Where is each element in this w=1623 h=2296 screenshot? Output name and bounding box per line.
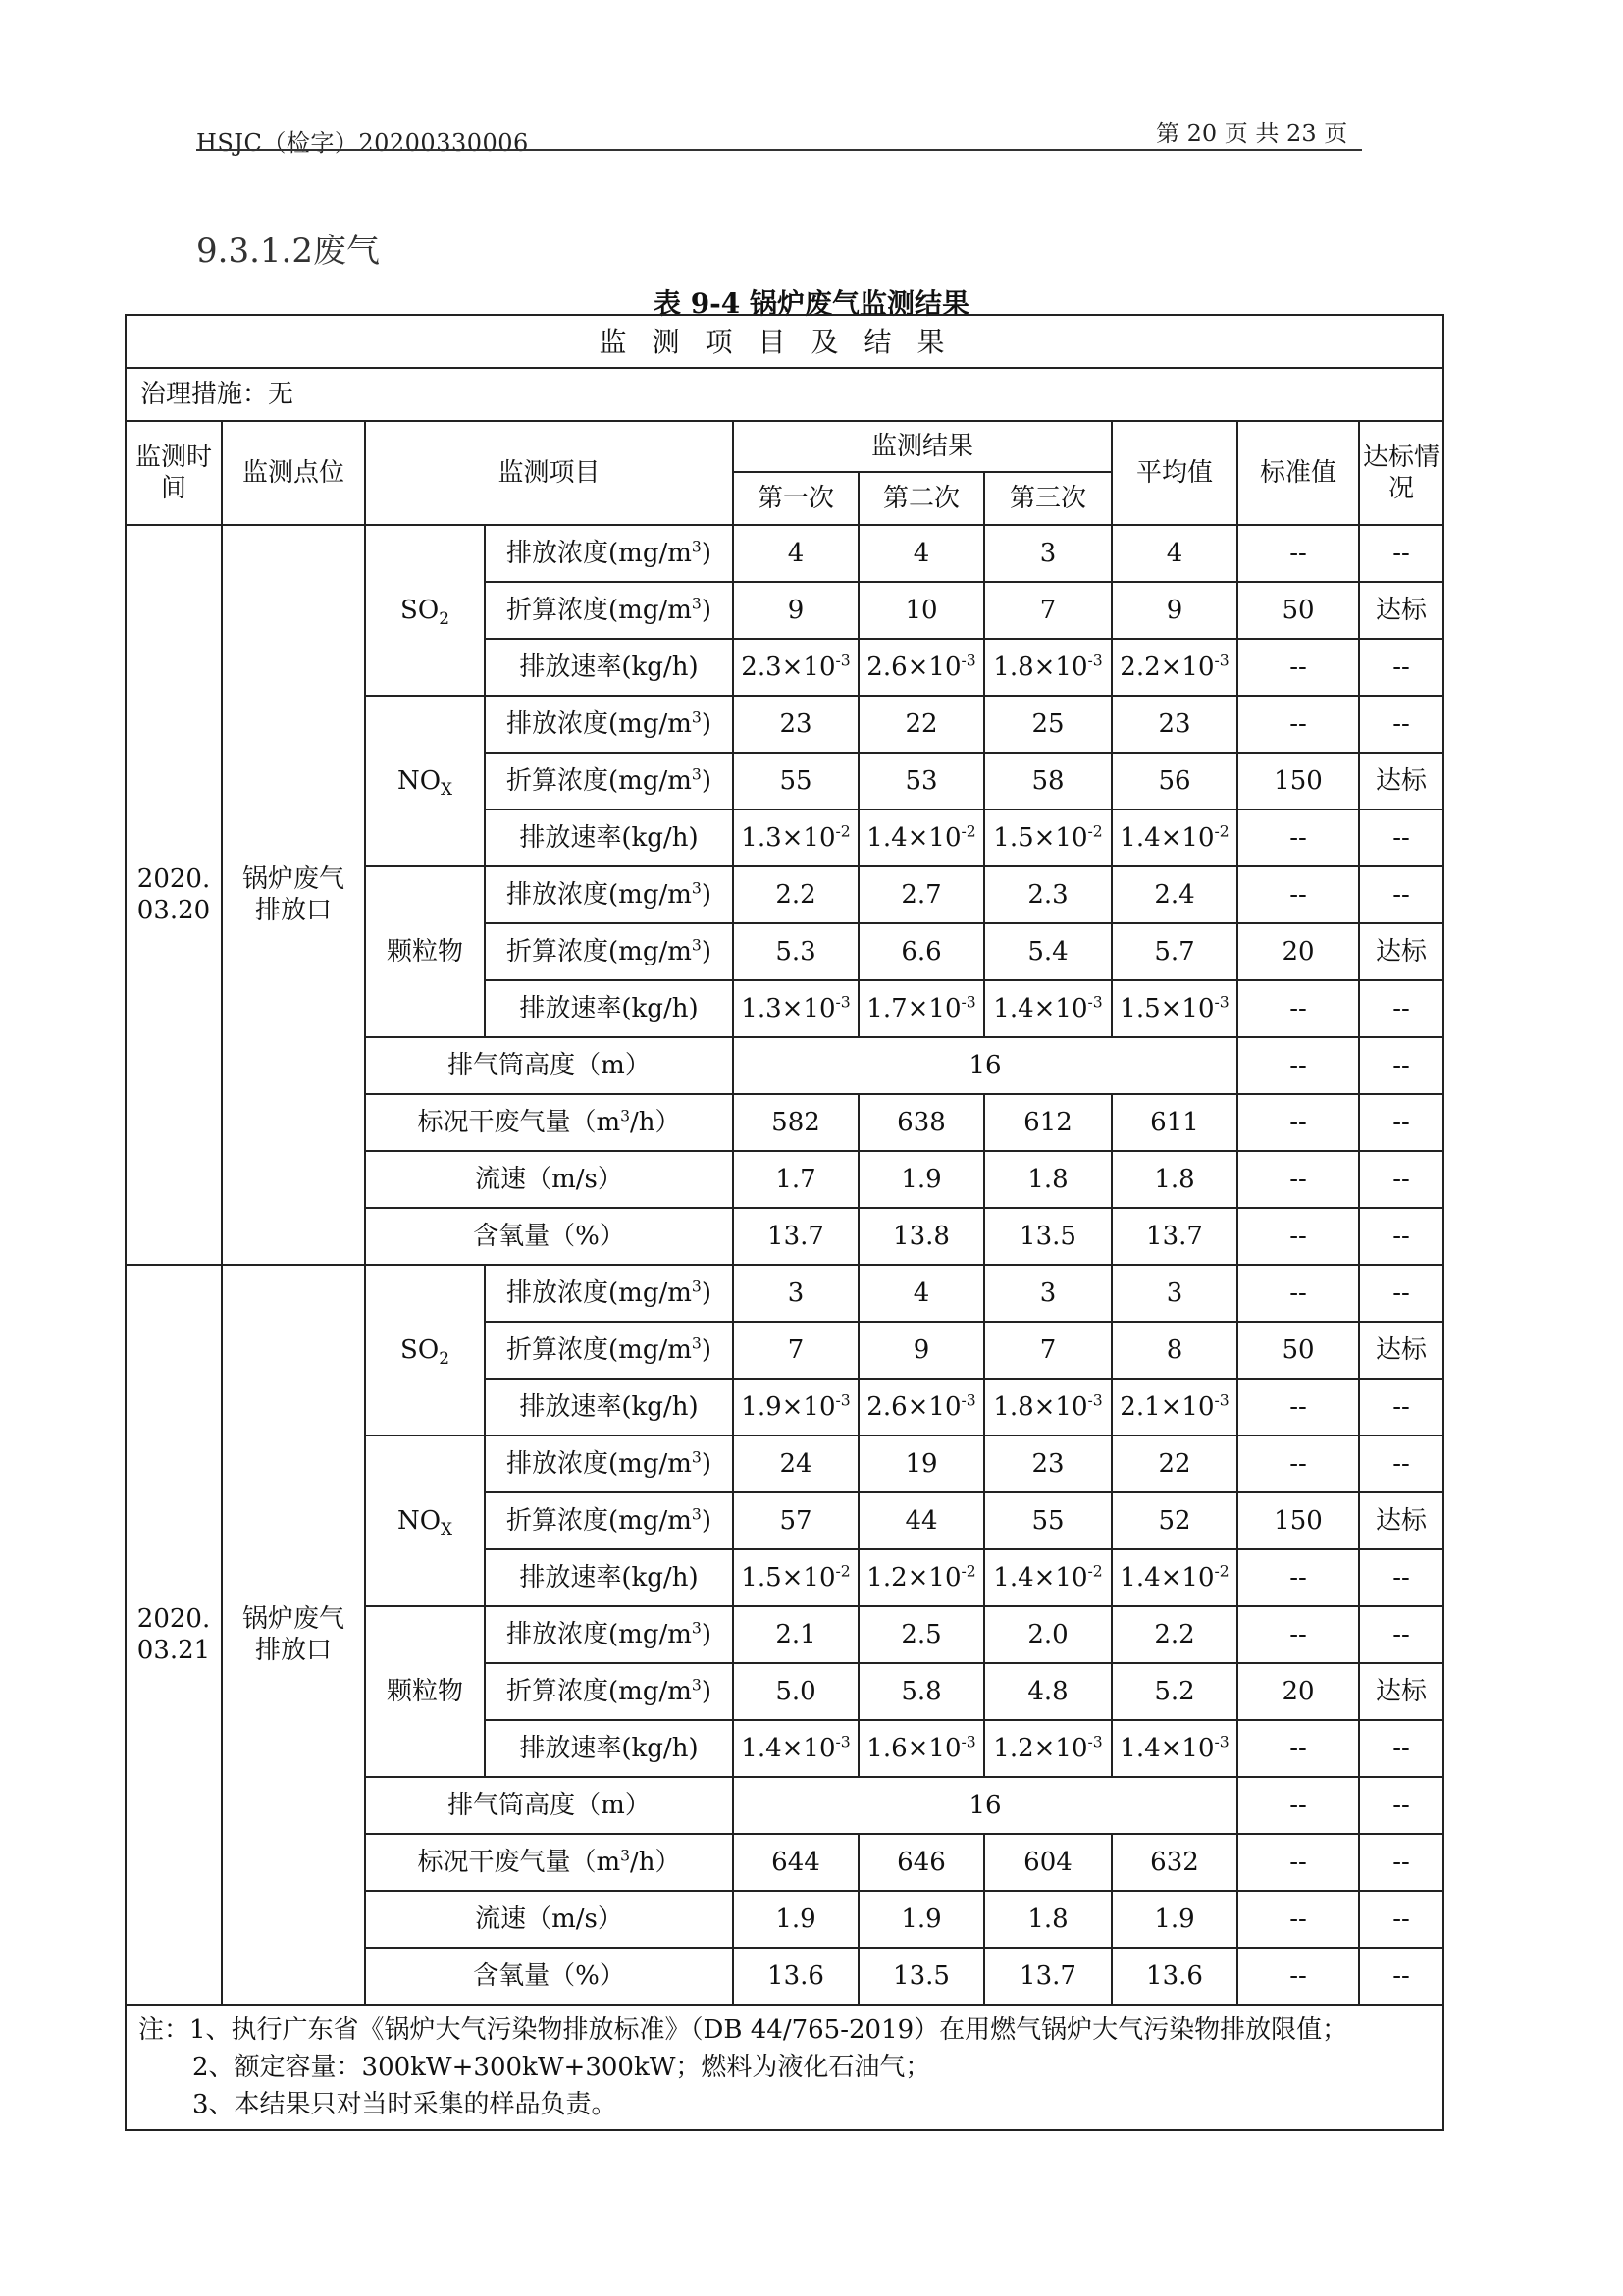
value-first: 7 [733,1322,859,1379]
value-third: 1.8 [984,1151,1112,1208]
value-compliance: -- [1359,1948,1443,2005]
section-title: 9.3.1.2废气 [196,232,380,271]
value-standard: -- [1237,809,1359,866]
table-body [126,315,1443,2130]
value-compliance: -- [1359,1037,1443,1094]
value-third: $1.8\times 10^{-3}$ [984,1379,1112,1435]
value-compliance: 达标 [1359,1492,1443,1549]
value-average: 13.7 [1112,1208,1237,1265]
value-first: 2.2 [733,866,859,923]
value-standard: -- [1237,1948,1359,2005]
item-name: 排放速率(kg/h) [485,639,733,696]
item-name: 排放速率(kg/h) [485,1549,733,1606]
item-name: 排放速率(kg/h) [485,809,733,866]
value-standard: -- [1237,1606,1359,1663]
value-first: 24 [733,1435,859,1492]
monitor-point: 锅炉废气 排放口 [222,525,365,1265]
value-compliance: -- [1359,866,1443,923]
value-second: $1.6\times 10^{-3}$ [859,1720,984,1777]
value-standard: -- [1237,696,1359,753]
item-name: 含氧量（%） [365,1948,733,2005]
value-third: 55 [984,1492,1112,1549]
value-first: 13.7 [733,1208,859,1265]
value-first: 5.3 [733,923,859,980]
value-second: 19 [859,1435,984,1492]
item-name: 折算浓度$(mg/m^3)$ [485,753,733,809]
value-first: $1.5\times 10^{-2}$ [733,1549,859,1606]
item-name: 排放浓度$(mg/m^3)$ [485,1435,733,1492]
value-third: 13.7 [984,1948,1112,2005]
value-average: 611 [1112,1094,1237,1151]
value-second: 2.5 [859,1606,984,1663]
value-third: 1.8 [984,1891,1112,1948]
item-name: 排放浓度$(mg/m^3)$ [485,696,733,753]
value-average: 56 [1112,753,1237,809]
notes-row [126,2005,1443,2130]
value-third: $1.2\times 10^{-3}$ [984,1720,1112,1777]
value-second: 13.8 [859,1208,984,1265]
item-name: 折算浓度$(mg/m^3)$ [485,582,733,639]
report-number: HSJC（检字）20200330006 [196,130,529,157]
table-notes [126,2005,1443,2130]
value-compliance: -- [1359,639,1443,696]
table-row [126,525,1443,582]
item-name: 折算浓度$(mg/m^3)$ [485,1492,733,1549]
value-average: 632 [1112,1834,1237,1891]
value-second: 53 [859,753,984,809]
value-third: 612 [984,1094,1112,1151]
value-third: 13.5 [984,1208,1112,1265]
value-compliance: 达标 [1359,582,1443,639]
value-compliance: -- [1359,1379,1443,1435]
value-third: 25 [984,696,1112,753]
stack-height-value: 16 [733,1037,1237,1094]
value-standard: -- [1237,1094,1359,1151]
stack-height-label: 排气筒高度（m） [365,1777,733,1834]
value-second: 5.8 [859,1663,984,1720]
value-average: 9 [1112,582,1237,639]
col-header-compliance: 达标情况 [1359,421,1443,525]
value-standard: -- [1237,1777,1359,1834]
col-header-average: 平均值 [1112,421,1237,525]
header-divider [196,149,1362,151]
value-compliance: -- [1359,1151,1443,1208]
value-second: 2.7 [859,866,984,923]
value-compliance: -- [1359,1208,1443,1265]
value-third: $1.8\times 10^{-3}$ [984,639,1112,696]
value-compliance: 达标 [1359,753,1443,809]
item-name: 折算浓度$(mg/m^3)$ [485,1663,733,1720]
value-standard: -- [1237,1208,1359,1265]
value-average: 8 [1112,1322,1237,1379]
value-third: $1.4\times 10^{-3}$ [984,980,1112,1037]
value-compliance: -- [1359,1777,1443,1834]
value-compliance: 达标 [1359,1663,1443,1720]
value-average: 4 [1112,525,1237,582]
value-second: 10 [859,582,984,639]
pollutant-name: $SO_2$ [365,525,485,696]
value-compliance: -- [1359,1094,1443,1151]
value-standard: 20 [1237,1663,1359,1720]
col-header-point: 监测点位 [222,421,365,525]
treatment-measures: 治理措施：无 [126,368,1443,421]
value-compliance: -- [1359,1891,1443,1948]
col-header-item: 监测项目 [365,421,733,525]
table-row [126,1265,1443,1322]
value-average: $1.4\times 10^{-2}$ [1112,1549,1237,1606]
monitor-date: 2020. 03.20 [126,525,222,1265]
value-first: 3 [733,1265,859,1322]
value-second: $1.4\times 10^{-2}$ [859,809,984,866]
value-average: $1.4\times 10^{-2}$ [1112,809,1237,866]
item-name: 排放浓度$(mg/m^3)$ [485,1265,733,1322]
value-standard: -- [1237,980,1359,1037]
value-average: 2.4 [1112,866,1237,923]
value-average: 52 [1112,1492,1237,1549]
value-compliance: -- [1359,1720,1443,1777]
stack-height-value: 16 [733,1777,1237,1834]
table-title: 表 9-4 锅炉废气监测结果 [653,287,970,320]
value-average: $2.2\times 10^{-3}$ [1112,639,1237,696]
value-standard: 20 [1237,923,1359,980]
value-first: $1.3\times 10^{-3}$ [733,980,859,1037]
value-third: 5.4 [984,923,1112,980]
col-header-third: 第三次 [984,472,1112,525]
value-second: $1.7\times 10^{-3}$ [859,980,984,1037]
value-standard: 150 [1237,1492,1359,1549]
value-compliance: -- [1359,1549,1443,1606]
value-standard: -- [1237,1379,1359,1435]
value-second: 4 [859,1265,984,1322]
value-average: 2.2 [1112,1606,1237,1663]
value-average: 3 [1112,1265,1237,1322]
value-third: 4.8 [984,1663,1112,1720]
value-first: 644 [733,1834,859,1891]
value-second: 44 [859,1492,984,1549]
monitor-point: 锅炉废气 排放口 [222,1265,365,2005]
value-first: 9 [733,582,859,639]
value-first: 582 [733,1094,859,1151]
pollutant-name: $NO_X$ [365,1435,485,1606]
col-header-second: 第二次 [859,472,984,525]
value-third: 604 [984,1834,1112,1891]
value-compliance: -- [1359,809,1443,866]
pollutant-name: $SO_2$ [365,1265,485,1435]
note-line: 3、本结果只对当时采集的样品负责。 [192,2090,617,2119]
value-compliance: 达标 [1359,1322,1443,1379]
value-first: 5.0 [733,1663,859,1720]
value-first: $1.3\times 10^{-2}$ [733,809,859,866]
value-standard: -- [1237,866,1359,923]
value-first: 57 [733,1492,859,1549]
results-table [125,314,1444,2131]
value-standard: -- [1237,1265,1359,1322]
value-second: $2.6\times 10^{-3}$ [859,1379,984,1435]
value-second: 1.9 [859,1891,984,1948]
pollutant-name: $NO_X$ [365,696,485,866]
item-name: 流速（m/s） [365,1151,733,1208]
item-name: 排放速率(kg/h) [485,1379,733,1435]
results-table-wrapper [125,314,1442,2131]
col-header-first: 第一次 [733,472,859,525]
value-average: $1.4\times 10^{-3}$ [1112,1720,1237,1777]
value-second: 22 [859,696,984,753]
value-first: $1.4\times 10^{-3}$ [733,1720,859,1777]
value-standard: -- [1237,1037,1359,1094]
value-average: 22 [1112,1435,1237,1492]
value-average: 5.7 [1112,923,1237,980]
value-first: 4 [733,525,859,582]
value-standard: 50 [1237,1322,1359,1379]
value-first: 1.7 [733,1151,859,1208]
value-compliance: 达标 [1359,923,1443,980]
value-second: 13.5 [859,1948,984,2005]
value-compliance: -- [1359,1834,1443,1891]
value-standard: -- [1237,1549,1359,1606]
monitor-date: 2020. 03.21 [126,1265,222,2005]
value-average: $1.5\times 10^{-3}$ [1112,980,1237,1037]
banner: 监测项目及结果 [126,315,1443,368]
item-name: 含氧量（%） [365,1208,733,1265]
item-name: 排放浓度$(mg/m^3)$ [485,866,733,923]
pollutant-name: 颗粒物 [365,1606,485,1777]
item-name: 标况干废气量$(m^3/h)$ [365,1094,733,1151]
col-header-time: 监测时间 [126,421,222,525]
value-standard: -- [1237,1891,1359,1948]
value-second: 9 [859,1322,984,1379]
page-info: 第 20 页 共 23 页 [1156,120,1348,147]
value-standard: -- [1237,1435,1359,1492]
value-second: $2.6\times 10^{-3}$ [859,639,984,696]
value-first: 23 [733,696,859,753]
value-average: 23 [1112,696,1237,753]
item-name: 折算浓度$(mg/m^3)$ [485,923,733,980]
value-average: 5.2 [1112,1663,1237,1720]
value-first: $2.3\times 10^{-3}$ [733,639,859,696]
note-line: 注：1、执行广东省《锅炉大气污染物排放标准》（DB 44/765-2019）在用燃气锅炉大气污染物排放限值； [138,2015,1348,2045]
item-name: 流速（m/s） [365,1891,733,1948]
item-name: 标况干废气量$(m^3/h)$ [365,1834,733,1891]
value-average: $2.1\times 10^{-3}$ [1112,1379,1237,1435]
value-compliance: -- [1359,525,1443,582]
value-third: 7 [984,1322,1112,1379]
value-standard: -- [1237,525,1359,582]
value-first: $1.9\times 10^{-3}$ [733,1379,859,1435]
value-standard: 150 [1237,753,1359,809]
value-compliance: -- [1359,1435,1443,1492]
value-compliance: -- [1359,696,1443,753]
value-second: 1.9 [859,1151,984,1208]
value-third: 7 [984,582,1112,639]
value-third: $1.4\times 10^{-2}$ [984,1549,1112,1606]
value-third: 2.0 [984,1606,1112,1663]
item-name: 排放浓度$(mg/m^3)$ [485,1606,733,1663]
col-header-standard: 标准值 [1237,421,1359,525]
note-line: 2、额定容量：300kW+300kW+300kW；燃料为液化石油气； [192,2053,931,2082]
value-compliance: -- [1359,1606,1443,1663]
value-standard: -- [1237,639,1359,696]
value-standard: -- [1237,1720,1359,1777]
value-third: 58 [984,753,1112,809]
item-name: 排放速率(kg/h) [485,980,733,1037]
value-third: 23 [984,1435,1112,1492]
value-third: $1.5\times 10^{-2}$ [984,809,1112,866]
item-name: 折算浓度$(mg/m^3)$ [485,1322,733,1379]
value-second: 6.6 [859,923,984,980]
value-second: 638 [859,1094,984,1151]
pollutant-name: 颗粒物 [365,866,485,1037]
value-standard: -- [1237,1834,1359,1891]
value-third: 2.3 [984,866,1112,923]
value-compliance: -- [1359,1265,1443,1322]
value-standard: -- [1237,1151,1359,1208]
value-second: 4 [859,525,984,582]
value-second: 646 [859,1834,984,1891]
value-compliance: -- [1359,980,1443,1037]
stack-height-label: 排气筒高度（m） [365,1037,733,1094]
col-header-results: 监测结果 [733,421,1112,472]
item-name: 排放速率(kg/h) [485,1720,733,1777]
value-first: 2.1 [733,1606,859,1663]
value-average: 1.8 [1112,1151,1237,1208]
value-standard: 50 [1237,582,1359,639]
value-first: 55 [733,753,859,809]
value-third: 3 [984,525,1112,582]
item-name: 排放浓度$(mg/m^3)$ [485,525,733,582]
value-first: 13.6 [733,1948,859,2005]
value-third: 3 [984,1265,1112,1322]
value-average: 13.6 [1112,1948,1237,2005]
value-first: 1.9 [733,1891,859,1948]
value-average: 1.9 [1112,1891,1237,1948]
value-second: $1.2\times 10^{-2}$ [859,1549,984,1606]
